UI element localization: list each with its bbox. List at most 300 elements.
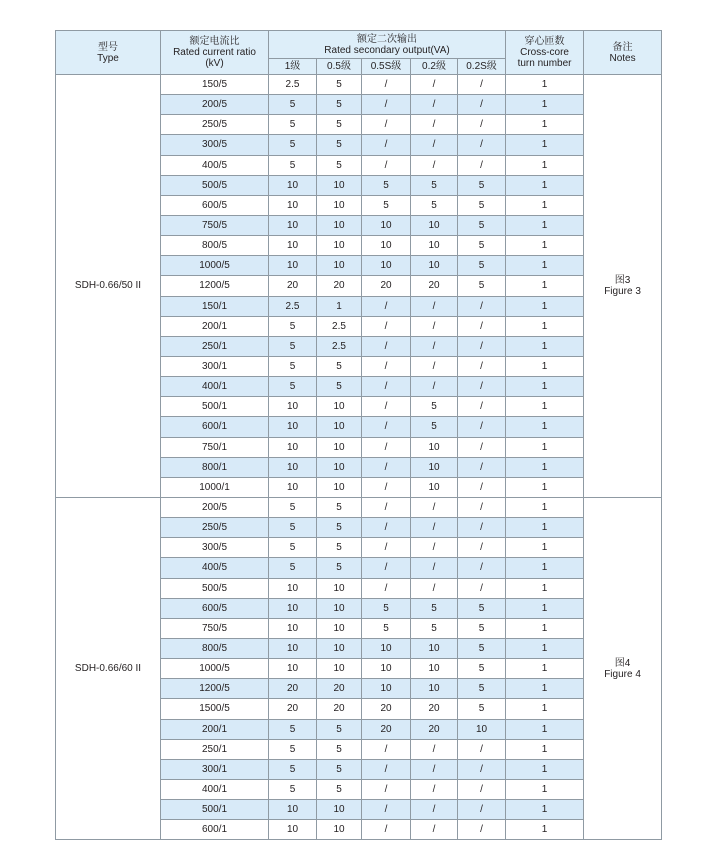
- output-cell: /: [362, 155, 411, 175]
- output-cell: 5: [411, 417, 458, 437]
- header-class-0-5: 0.5级: [317, 59, 362, 75]
- turns-cell: 1: [506, 437, 584, 457]
- output-cell: 5: [362, 175, 411, 195]
- turns-cell: 1: [506, 356, 584, 376]
- output-cell: 5: [269, 95, 317, 115]
- turns-cell: 1: [506, 115, 584, 135]
- turns-cell: 1: [506, 75, 584, 95]
- header-class-0-2s: 0.2S级: [458, 59, 506, 75]
- ratio-cell: 300/1: [161, 356, 269, 376]
- output-cell: 10: [362, 236, 411, 256]
- output-cell: 10: [269, 417, 317, 437]
- output-cell: 10: [411, 659, 458, 679]
- turns-cell: 1: [506, 659, 584, 679]
- note-en: Figure 3: [604, 285, 641, 297]
- ratio-cell: 750/1: [161, 437, 269, 457]
- turns-cell: 1: [506, 699, 584, 719]
- output-cell: /: [411, 820, 458, 840]
- output-cell: 5: [458, 679, 506, 699]
- output-cell: /: [362, 820, 411, 840]
- type-cell: SDH-0.66/60 II: [56, 497, 161, 839]
- output-cell: 5: [317, 377, 362, 397]
- output-cell: 10: [411, 638, 458, 658]
- output-cell: /: [411, 578, 458, 598]
- output-cell: 10: [269, 437, 317, 457]
- spec-table: [55, 30, 662, 840]
- turns-cell: 1: [506, 578, 584, 598]
- output-cell: 10: [411, 679, 458, 699]
- output-cell: /: [411, 155, 458, 175]
- turns-cell: 1: [506, 497, 584, 517]
- output-cell: /: [458, 518, 506, 538]
- ratio-cell: 600/5: [161, 195, 269, 215]
- header-class-1: 1级: [269, 59, 317, 75]
- output-cell: 10: [317, 397, 362, 417]
- ratio-cell: 250/1: [161, 739, 269, 759]
- output-cell: 10: [317, 659, 362, 679]
- output-cell: 20: [362, 276, 411, 296]
- output-cell: /: [458, 115, 506, 135]
- output-cell: 10: [269, 215, 317, 235]
- header-class-0-2: 0.2级: [411, 59, 458, 75]
- output-cell: 10: [317, 437, 362, 457]
- output-cell: /: [458, 759, 506, 779]
- ratio-cell: 200/5: [161, 497, 269, 517]
- turns-cell: 1: [506, 820, 584, 840]
- output-cell: 5: [269, 316, 317, 336]
- header-type: [56, 31, 161, 75]
- output-cell: 10: [269, 820, 317, 840]
- output-cell: 5: [317, 558, 362, 578]
- output-cell: 2.5: [269, 296, 317, 316]
- type-cell: SDH-0.66/50 II: [56, 75, 161, 498]
- ratio-cell: 300/1: [161, 759, 269, 779]
- ratio-cell: 600/5: [161, 598, 269, 618]
- output-cell: 5: [269, 135, 317, 155]
- output-cell: /: [458, 497, 506, 517]
- output-cell: 5: [458, 618, 506, 638]
- ratio-cell: 250/1: [161, 336, 269, 356]
- output-cell: 10: [362, 215, 411, 235]
- output-cell: /: [411, 558, 458, 578]
- output-cell: 5: [269, 739, 317, 759]
- output-cell: 5: [317, 779, 362, 799]
- output-cell: /: [362, 578, 411, 598]
- ratio-cell: 150/1: [161, 296, 269, 316]
- output-cell: 20: [362, 719, 411, 739]
- output-cell: 5: [411, 598, 458, 618]
- output-cell: 5: [317, 719, 362, 739]
- output-cell: 2.5: [269, 75, 317, 95]
- turns-cell: 1: [506, 779, 584, 799]
- output-cell: /: [411, 759, 458, 779]
- output-cell: /: [411, 518, 458, 538]
- output-cell: /: [362, 296, 411, 316]
- turns-cell: 1: [506, 195, 584, 215]
- turns-cell: 1: [506, 397, 584, 417]
- output-cell: 20: [411, 719, 458, 739]
- ratio-cell: 500/1: [161, 800, 269, 820]
- header-turns-en1: Cross-core: [520, 47, 569, 58]
- ratio-cell: 1000/5: [161, 659, 269, 679]
- header-notes-cn: 备注: [612, 41, 633, 53]
- output-cell: /: [458, 296, 506, 316]
- turns-cell: 1: [506, 155, 584, 175]
- output-cell: 10: [362, 638, 411, 658]
- output-cell: 10: [411, 457, 458, 477]
- output-cell: 5: [458, 195, 506, 215]
- note-cell: [584, 75, 662, 498]
- output-cell: 20: [411, 699, 458, 719]
- turns-cell: 1: [506, 256, 584, 276]
- output-cell: /: [362, 397, 411, 417]
- output-cell: 5: [317, 155, 362, 175]
- output-cell: 10: [317, 598, 362, 618]
- turns-cell: 1: [506, 236, 584, 256]
- output-cell: 10: [317, 256, 362, 276]
- output-cell: /: [411, 95, 458, 115]
- output-cell: /: [362, 457, 411, 477]
- table-header: [56, 31, 662, 75]
- output-cell: 5: [269, 356, 317, 376]
- output-cell: 10: [317, 638, 362, 658]
- output-cell: /: [411, 356, 458, 376]
- output-cell: /: [411, 538, 458, 558]
- output-cell: 10: [269, 800, 317, 820]
- turns-cell: 1: [506, 276, 584, 296]
- header-turns-cn: 穿心匝数: [524, 36, 565, 47]
- output-cell: 1: [317, 296, 362, 316]
- output-cell: 5: [317, 497, 362, 517]
- output-cell: 5: [269, 538, 317, 558]
- output-cell: 5: [362, 618, 411, 638]
- output-cell: /: [458, 155, 506, 175]
- ratio-cell: 800/1: [161, 457, 269, 477]
- ratio-cell: 750/5: [161, 618, 269, 638]
- output-cell: 10: [362, 679, 411, 699]
- output-cell: 5: [317, 356, 362, 376]
- turns-cell: 1: [506, 377, 584, 397]
- header-output: [269, 31, 506, 59]
- output-cell: 5: [269, 558, 317, 578]
- output-cell: 5: [317, 538, 362, 558]
- turns-cell: 1: [506, 558, 584, 578]
- output-cell: 20: [269, 679, 317, 699]
- turns-cell: 1: [506, 618, 584, 638]
- turns-cell: 1: [506, 739, 584, 759]
- output-cell: 5: [458, 256, 506, 276]
- output-cell: 10: [317, 578, 362, 598]
- output-cell: 10: [269, 397, 317, 417]
- output-cell: 5: [317, 759, 362, 779]
- turns-cell: 1: [506, 336, 584, 356]
- ratio-cell: 600/1: [161, 820, 269, 840]
- output-cell: /: [362, 356, 411, 376]
- ratio-cell: 400/1: [161, 779, 269, 799]
- output-cell: 5: [458, 638, 506, 658]
- output-cell: /: [458, 558, 506, 578]
- output-cell: /: [362, 759, 411, 779]
- output-cell: 10: [317, 175, 362, 195]
- turns-cell: 1: [506, 175, 584, 195]
- output-cell: /: [362, 739, 411, 759]
- ratio-cell: 250/5: [161, 518, 269, 538]
- turns-cell: 1: [506, 296, 584, 316]
- header-turns-en2: turn number: [517, 58, 572, 69]
- output-cell: 2.5: [317, 316, 362, 336]
- output-cell: 5: [458, 236, 506, 256]
- output-cell: 10: [411, 215, 458, 235]
- ratio-cell: 1200/5: [161, 276, 269, 296]
- output-cell: /: [411, 739, 458, 759]
- output-cell: /: [411, 779, 458, 799]
- output-cell: 5: [362, 195, 411, 215]
- header-notes-en: Notes: [609, 52, 636, 64]
- output-cell: 10: [362, 659, 411, 679]
- table-row: [56, 497, 662, 517]
- output-cell: /: [411, 75, 458, 95]
- header-turns: [506, 31, 584, 75]
- output-cell: 10: [269, 638, 317, 658]
- turns-cell: 1: [506, 719, 584, 739]
- note-en: Figure 4: [604, 668, 641, 680]
- output-cell: /: [411, 377, 458, 397]
- output-cell: /: [362, 497, 411, 517]
- ratio-cell: 400/5: [161, 558, 269, 578]
- output-cell: 5: [317, 135, 362, 155]
- output-cell: 10: [411, 477, 458, 497]
- output-cell: 5: [458, 699, 506, 719]
- output-cell: 10: [269, 618, 317, 638]
- header-ratio-unit: (kV): [205, 58, 224, 69]
- output-cell: /: [458, 417, 506, 437]
- turns-cell: 1: [506, 135, 584, 155]
- ratio-cell: 500/5: [161, 175, 269, 195]
- ratio-cell: 400/1: [161, 377, 269, 397]
- output-cell: /: [458, 75, 506, 95]
- output-cell: 10: [269, 175, 317, 195]
- output-cell: 5: [458, 215, 506, 235]
- output-cell: /: [458, 457, 506, 477]
- header-output-en: Rated secondary output(VA): [324, 44, 450, 56]
- output-cell: 5: [269, 377, 317, 397]
- output-cell: 5: [458, 175, 506, 195]
- output-cell: 10: [317, 820, 362, 840]
- output-cell: /: [362, 558, 411, 578]
- output-cell: 5: [458, 598, 506, 618]
- output-cell: /: [411, 336, 458, 356]
- turns-cell: 1: [506, 759, 584, 779]
- ratio-cell: 750/5: [161, 215, 269, 235]
- output-cell: 5: [269, 497, 317, 517]
- output-cell: /: [458, 316, 506, 336]
- header-notes: [584, 31, 662, 75]
- output-cell: 5: [269, 155, 317, 175]
- output-cell: /: [362, 95, 411, 115]
- output-cell: 10: [317, 800, 362, 820]
- output-cell: /: [362, 779, 411, 799]
- output-cell: 10: [411, 256, 458, 276]
- ratio-cell: 200/1: [161, 316, 269, 336]
- output-cell: /: [362, 316, 411, 336]
- output-cell: /: [411, 296, 458, 316]
- turns-cell: 1: [506, 598, 584, 618]
- header-output-cn: 额定二次输出: [357, 33, 418, 45]
- header-type-en: Type: [97, 52, 119, 64]
- output-cell: /: [362, 336, 411, 356]
- output-cell: 10: [317, 618, 362, 638]
- output-cell: 5: [458, 276, 506, 296]
- turns-cell: 1: [506, 538, 584, 558]
- output-cell: 5: [458, 659, 506, 679]
- output-cell: 10: [317, 236, 362, 256]
- output-cell: 20: [317, 699, 362, 719]
- ratio-cell: 250/5: [161, 115, 269, 135]
- output-cell: /: [458, 356, 506, 376]
- output-cell: 10: [317, 477, 362, 497]
- output-cell: /: [458, 779, 506, 799]
- output-cell: /: [362, 135, 411, 155]
- ratio-cell: 150/5: [161, 75, 269, 95]
- turns-cell: 1: [506, 518, 584, 538]
- note-cn: 图4: [614, 657, 631, 669]
- turns-cell: 1: [506, 477, 584, 497]
- output-cell: 10: [317, 457, 362, 477]
- ratio-cell: 200/1: [161, 719, 269, 739]
- output-cell: /: [362, 75, 411, 95]
- output-cell: 5: [317, 75, 362, 95]
- output-cell: 20: [317, 679, 362, 699]
- output-cell: /: [411, 115, 458, 135]
- ratio-cell: 1200/5: [161, 679, 269, 699]
- ratio-cell: 600/1: [161, 417, 269, 437]
- output-cell: /: [362, 377, 411, 397]
- output-cell: 10: [317, 215, 362, 235]
- output-cell: /: [458, 377, 506, 397]
- turns-cell: 1: [506, 638, 584, 658]
- output-cell: /: [362, 477, 411, 497]
- output-cell: 5: [411, 618, 458, 638]
- output-cell: 5: [317, 115, 362, 135]
- output-cell: 5: [411, 397, 458, 417]
- turns-cell: 1: [506, 316, 584, 336]
- note-cell: [584, 497, 662, 839]
- ratio-cell: 300/5: [161, 538, 269, 558]
- output-cell: 5: [411, 175, 458, 195]
- output-cell: 10: [269, 236, 317, 256]
- output-cell: 10: [269, 195, 317, 215]
- output-cell: /: [458, 820, 506, 840]
- output-cell: 5: [317, 739, 362, 759]
- output-cell: /: [458, 336, 506, 356]
- header-ratio: [161, 31, 269, 75]
- output-cell: /: [458, 397, 506, 417]
- output-cell: /: [362, 115, 411, 135]
- output-cell: 2.5: [317, 336, 362, 356]
- ratio-cell: 1000/5: [161, 256, 269, 276]
- header-class-0-5s: 0.5S级: [362, 59, 411, 75]
- turns-cell: 1: [506, 417, 584, 437]
- output-cell: /: [411, 135, 458, 155]
- note-cn: 图3: [614, 274, 631, 286]
- output-cell: /: [458, 578, 506, 598]
- output-cell: 10: [317, 417, 362, 437]
- output-cell: 10: [411, 437, 458, 457]
- output-cell: /: [411, 497, 458, 517]
- output-cell: /: [458, 95, 506, 115]
- output-cell: 10: [269, 477, 317, 497]
- turns-cell: 1: [506, 457, 584, 477]
- output-cell: /: [362, 800, 411, 820]
- output-cell: /: [458, 800, 506, 820]
- output-cell: 5: [269, 779, 317, 799]
- output-cell: 5: [269, 518, 317, 538]
- output-cell: 10: [317, 195, 362, 215]
- header-type-cn: 型号: [98, 41, 118, 53]
- output-cell: 5: [317, 518, 362, 538]
- output-cell: 5: [269, 115, 317, 135]
- ratio-cell: 200/5: [161, 95, 269, 115]
- output-cell: /: [458, 135, 506, 155]
- output-cell: 10: [269, 578, 317, 598]
- output-cell: 5: [317, 95, 362, 115]
- output-cell: /: [362, 437, 411, 457]
- output-cell: /: [362, 518, 411, 538]
- output-cell: /: [458, 437, 506, 457]
- header-ratio-en: Rated current ratio: [173, 47, 256, 58]
- output-cell: 5: [269, 759, 317, 779]
- output-cell: /: [411, 316, 458, 336]
- turns-cell: 1: [506, 215, 584, 235]
- output-cell: 20: [317, 276, 362, 296]
- turns-cell: 1: [506, 679, 584, 699]
- output-cell: 5: [411, 195, 458, 215]
- output-cell: 5: [269, 336, 317, 356]
- output-cell: 5: [362, 598, 411, 618]
- turns-cell: 1: [506, 800, 584, 820]
- ratio-cell: 300/5: [161, 135, 269, 155]
- output-cell: /: [411, 800, 458, 820]
- turns-cell: 1: [506, 95, 584, 115]
- output-cell: 20: [269, 276, 317, 296]
- output-cell: 20: [269, 699, 317, 719]
- output-cell: 10: [269, 256, 317, 276]
- ratio-cell: 1500/5: [161, 699, 269, 719]
- ratio-cell: 800/5: [161, 638, 269, 658]
- output-cell: 5: [269, 719, 317, 739]
- output-cell: 10: [269, 598, 317, 618]
- ratio-cell: 500/1: [161, 397, 269, 417]
- table-body: [56, 75, 662, 840]
- ratio-cell: 800/5: [161, 236, 269, 256]
- output-cell: 10: [411, 236, 458, 256]
- output-cell: 10: [362, 256, 411, 276]
- table-row: [56, 75, 662, 95]
- ratio-cell: 500/5: [161, 578, 269, 598]
- ratio-cell: 1000/1: [161, 477, 269, 497]
- output-cell: /: [362, 417, 411, 437]
- output-cell: 20: [362, 699, 411, 719]
- output-cell: /: [458, 739, 506, 759]
- output-cell: /: [362, 538, 411, 558]
- output-cell: 10: [458, 719, 506, 739]
- output-cell: /: [458, 538, 506, 558]
- output-cell: /: [458, 477, 506, 497]
- ratio-cell: 400/5: [161, 155, 269, 175]
- header-ratio-cn: 额定电流比: [189, 36, 240, 47]
- output-cell: 10: [269, 457, 317, 477]
- output-cell: 10: [269, 659, 317, 679]
